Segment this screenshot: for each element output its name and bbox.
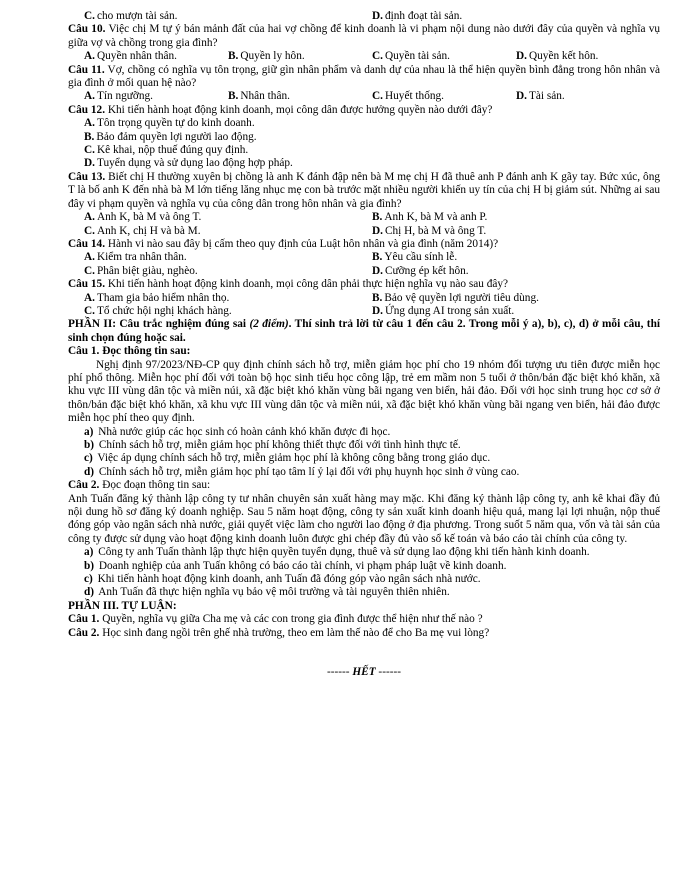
option-c: C. cho mượn tài sản.	[84, 10, 178, 22]
option-a: A. Anh K, bà M và ông T.	[84, 211, 202, 224]
q15-options-cd	[68, 305, 660, 318]
statement-b: b) Doanh nghiệp của anh Tuấn không có báo cáo tài chính, vi phạm pháp luật về kinh doanh.	[84, 559, 507, 572]
statement-a: a) Công ty anh Tuấn thành lập thực hiện quyền tuyển dụng, thuê và sử dụng lao động khi tiến hành kinh doanh.	[84, 546, 590, 559]
part-3-heading: PHẦN III. TỰ LUẬN:	[68, 599, 177, 612]
statement-c: c) Việc áp dụng chính sách hỗ trợ, miễn giảm học phí là không công bằng trong giáo dục.	[84, 452, 491, 465]
part-2-heading: PHẦN II: Câu trắc nghiệm đúng sai (2 điểm). Thí sinh trả lời từ câu 1 đến câu 2. Trong mỗi ý a), b), c), d) ở mỗi câu, thí sinh chọn đúng hoặc sai.	[68, 318, 660, 344]
q11-options	[68, 90, 660, 103]
option-d: D. Cưỡng ép kết hôn.	[372, 264, 469, 277]
option-b: B. Anh K, bà M và anh P.	[372, 211, 488, 224]
option-c: C. Tổ chức hội nghị khách hàng.	[84, 304, 232, 317]
option-b: B. Yêu cầu sính lễ.	[372, 251, 458, 264]
option-d: D. định đoạt tài sản.	[372, 10, 463, 22]
q9-options	[68, 10, 660, 23]
option-a: A. Tham gia bảo hiểm nhân thọ.	[84, 291, 230, 304]
question-13: Câu 13. Biết chị H thường xuyên bị chồng là anh K đánh đập nên bà M mẹ chị H đã thuê anh P đánh anh K gãy tay. Bức xúc, ông T là bố anh K đến nhà bà M lớn tiếng lăng nhục mẹ con bà trước mặt nhiều người khiến uy tín của chị H bị giảm sút. Những ai sau đây vi phạm quyền và nghĩa vụ của công dân trong hôn nhân và gia đình?	[68, 170, 660, 210]
option-c: C. Phân biệt giàu, nghèo.	[84, 264, 198, 277]
statement-a: a) Nhà nước giúp các học sinh có hoàn cảnh khó khăn được đi học.	[84, 425, 391, 438]
q14-options-cd	[68, 265, 660, 278]
statement-d: d) Chính sách hỗ trợ, miễn giảm học phí tạo tâm lí ỷ lại đối với phụ huynh học sinh ở vùng cao.	[84, 465, 520, 478]
essay-question-2: Câu 2. Học sinh đang ngồi trên ghế nhà trường, theo em làm thế nào để cho Ba mẹ vui lòng?	[68, 626, 490, 639]
part2-question-1-passage: Nghị định 97/2023/NĐ-CP quy định chính sách hỗ trợ, miễn giảm học phí cho 19 nhóm đối tượng ưu tiên được miễn học phí phổ thông. Miễn học phí đối với toàn bộ học sinh tiểu học công lập, trẻ em mầm non 5 tuổi ở thôn/bản đặc biệt khó khăn, xã khu vực III vùng dân tộc và miền núi, xã đặc biệt khó khăn vùng bãi ngang ven biển, hải đảo. Đối với học sinh trung học cơ sở ở thôn/bản đặc biệt khó khăn, xã khu vực III vùng dân tộc và miền núi, xã đặc biệt khó khăn vùng bãi ngang ven biển, hải đảo được miễn học phí theo quy định.	[68, 358, 660, 425]
option-c: C. Quyền tài sản.	[372, 50, 450, 63]
option-c: C. Kê khai, nộp thuế đúng quy định.	[84, 144, 249, 157]
q13-options-ab	[68, 211, 660, 224]
question-15: Câu 15. Khi tiến hành hoạt động kinh doanh, mọi công dân phải thực hiện nghĩa vụ nào sau đây?	[68, 278, 509, 291]
option-a: A. Kiểm tra nhân thân.	[84, 251, 187, 264]
q14-options-ab	[68, 251, 660, 264]
option-d: D. Ứng dụng AI trong sản xuất.	[372, 304, 515, 317]
option-a: A. Tín ngưỡng.	[84, 90, 154, 103]
option-d: D. Tài sản.	[516, 90, 565, 103]
q13-options-cd	[68, 225, 660, 238]
part2-question-1-heading: Câu 1. Đọc thông tin sau:	[68, 345, 191, 358]
q15-options-ab	[68, 292, 660, 305]
option-b: B. Bảo vệ quyền lợi người tiêu dùng.	[372, 291, 539, 304]
option-b: B. Bảo đảm quyền lợi người lao động.	[84, 130, 257, 143]
question-11: Câu 11. Vợ, chồng có nghĩa vụ tôn trọng, giữ gìn nhân phẩm và danh dự của nhau là thể hiện quyền bình đẳng trong hôn nhân và gia đình ở mối quan hệ nào?	[68, 63, 661, 90]
part2-question-2-passage: Anh Tuấn đăng ký thành lập công ty tư nhân chuyên sản xuất hàng may mặc. Khi đăng ký thành lập công ty, anh kê khai đầy đủ nội dung hồ sơ đăng ký doanh nghiệp. Sau 5 năm hoạt động, công ty sản xuất kinh doanh hiệu quả, mang lại lợi nhuận, nộp thuế đóng góp vào ngân sách nhà nước, giải quyết việc làm cho người lao động ở địa phương. Trong suốt 5 năm qua, vốn và tài sản của công ty được sử dụng vào hoạt động kinh doanh luôn được ghi chép đầy đủ vào sổ kế toán và báo cáo tài chính của công ty.	[68, 492, 660, 545]
option-d: D. Chị H, bà M và ông T.	[372, 224, 487, 237]
statement-d: d) Anh Tuấn đã thực hiện nghĩa vụ bảo vệ môi trường và tài nguyên thiên nhiên.	[84, 586, 450, 599]
option-d: D. Tuyển dụng và sử dụng lao động hợp pháp.	[84, 157, 293, 170]
statement-b: b) Chính sách hỗ trợ, miễn giảm học phí không thiết thực đối với tình hình thực tế.	[84, 439, 461, 451]
option-b: B. Nhân thân.	[228, 90, 290, 103]
part2-question-2-heading: Câu 2. Đọc đoạn thông tin sau:	[68, 479, 211, 492]
option-a: A. Quyền nhân thân.	[84, 50, 177, 63]
option-b: B. Quyền ly hôn.	[228, 50, 305, 63]
essay-question-1: Câu 1. Quyền, nghĩa vụ giữa Cha mẹ và các con trong gia đình được thể hiện như thế nào ?	[68, 613, 483, 626]
question-10: Câu 10. Việc chị M tự ý bán mảnh đất của hai vợ chồng để kinh doanh là vi phạm nội dung nào dưới đây của quyền và nghĩa vụ giữa vợ và chồng trong gia đình?	[68, 23, 661, 49]
option-c: C. Anh K, chị H và bà M.	[84, 224, 201, 237]
option-d: D. Quyền kết hôn.	[516, 50, 599, 63]
question-14: Câu 14. Hành vi nào sau đây bị cấm theo quy định của Luật hôn nhân và gia đình (năm 2014)?	[68, 237, 499, 250]
q10-options	[68, 50, 660, 63]
question-12: Câu 12. Khi tiến hành hoạt động kinh doanh, mọi công dân được hưởng quyền nào dưới đây?	[68, 103, 493, 116]
option-c: C. Huyết thống.	[372, 90, 444, 103]
option-a: A. Tôn trọng quyền tự do kinh doanh.	[84, 117, 255, 130]
statement-c: c) Khi tiến hành hoạt động kinh doanh, anh Tuấn đã đóng góp vào ngân sách nhà nước.	[84, 573, 481, 586]
end-marker: ------ HẾT ------	[326, 666, 402, 679]
